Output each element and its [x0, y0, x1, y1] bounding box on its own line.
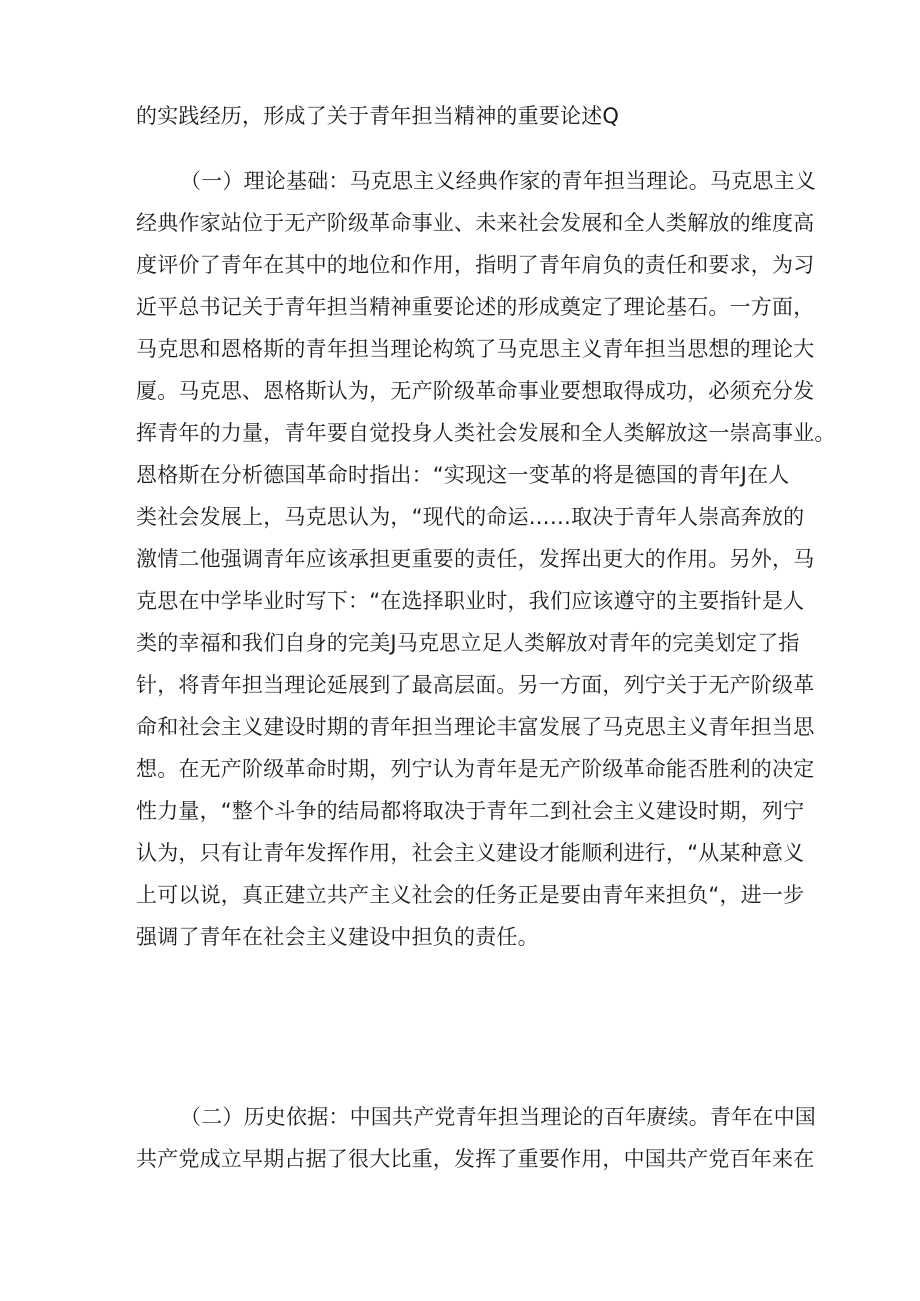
- text-line: 上可以说，真正建立共产主义社会的任务正是要由青年来担负“，进一步: [136, 883, 805, 907]
- text-line: 强调了青年在社会主义建设中担负的责任。: [136, 925, 539, 949]
- text-line: 恩格斯在分析德国革命时指出：“实现这一变革的将是德国的青年J在人: [136, 463, 790, 487]
- section-heading-line: （二）历史依据：中国共产党青年担当理论的百年赓续。青年在中国: [180, 1105, 816, 1129]
- text-line: 共产党成立早期占据了很大比重，发挥了重要作用，中国共产党百年来在: [136, 1147, 815, 1171]
- text-line: 厦。马克思、恩格斯认为，无产阶级革命事业要想取得成功，必须充分发: [136, 379, 815, 403]
- text-line: 的实践经历，形成了关于青年担当精神的重要论述Q: [136, 104, 620, 128]
- text-line: 激情二他强调青年应该承担更重要的责任，发挥出更大的作用。另外，马: [136, 547, 815, 571]
- text-line: 马克思和恩格斯的青年担当理论构筑了马克思主义青年担当思想的理论大: [136, 337, 815, 361]
- section-heading-line: （一）理论基础：马克思主义经典作家的青年担当理论。马克思主义: [180, 169, 816, 193]
- text-line: 克思在中学毕业时写下：“在选择职业时，我们应该遵守的主要指针是人: [136, 589, 805, 613]
- text-line: 性力量，“整个斗争的结局都将取决于青年二到社会主义建设时期，列宁: [136, 799, 805, 823]
- text-line: 类的幸福和我们自身的完美J马克思立足人类解放对青年的完美划定了指: [136, 631, 800, 655]
- text-line: 经典作家站位于无产阶级革命事业、未来社会发展和全人类解放的维度高: [136, 211, 815, 235]
- text-line: 认为，只有让青年发挥作用，社会主义建设才能顺利进行，“从某种意义: [136, 841, 805, 865]
- text-line: 想。在无产阶级革命时期，列宁认为青年是无产阶级革命能否胜利的决定: [136, 757, 815, 781]
- text-line: 命和社会主义建设时期的青年担当理论丰富发展了马克思主义青年担当思: [136, 715, 815, 739]
- text-line: 度评价了青年在其中的地位和作用，指明了青年肩负的责任和要求，为习: [136, 253, 815, 277]
- text-line: 近平总书记关于青年担当精神重要论述的形成奠定了理论基石。一方面，: [136, 295, 815, 319]
- text-line: 挥青年的力量，青年要自觉投身人类社会发展和全人类解放这一崇高事业。: [136, 421, 836, 445]
- text-line: 类社会发展上，马克思认为，“现代的命运……取决于青年人崇高奔放的: [136, 505, 805, 529]
- text-line: 针，将青年担当理论延展到了最高层面。另一方面，列宁关于无产阶级革: [136, 673, 815, 697]
